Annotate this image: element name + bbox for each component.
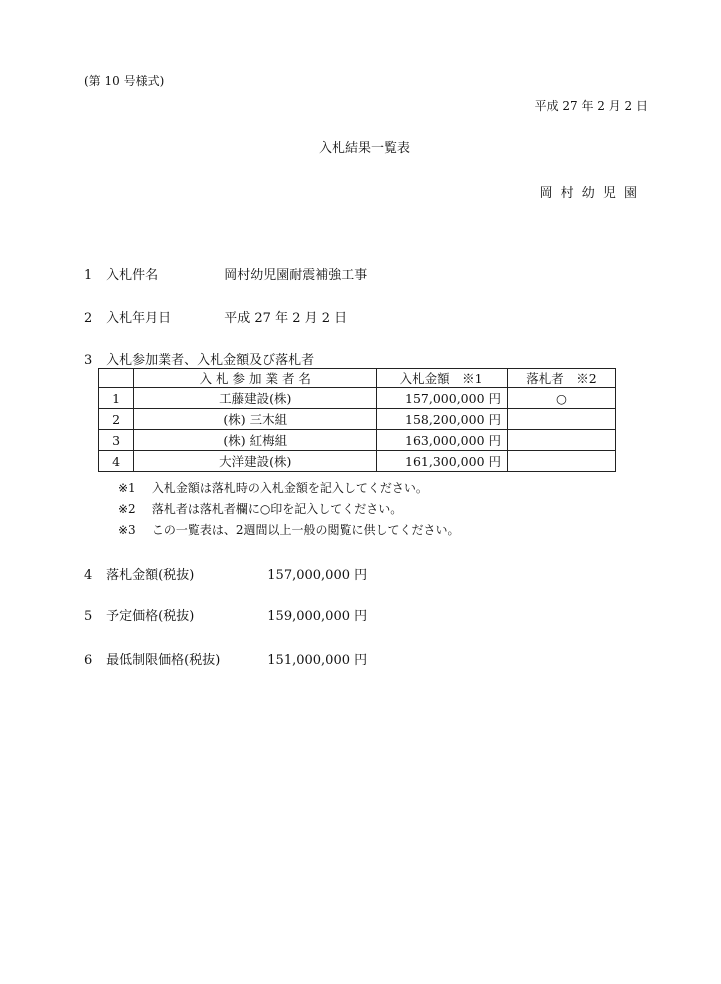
bid-amount: 163,000,000 円 (377, 430, 508, 451)
note-mark: ※2 (118, 502, 136, 516)
note-1 (118, 479, 428, 496)
note-text: 落札者は落札者欄に○印を記入してください。 (151, 502, 403, 516)
item-value: 157,000,000 円 (267, 568, 368, 583)
item-number: 6 (84, 653, 93, 668)
bidder-name: 工藤建設(株) (134, 388, 377, 409)
row-number: 2 (99, 409, 134, 430)
organization-name: 岡 村 幼 児 園 (539, 186, 639, 201)
bid-amount: 157,000,000 円 (377, 388, 508, 409)
header-bidder-name: 入 札 参 加 業 者 名 (134, 369, 377, 388)
bidder-name: 大洋建設(株) (134, 451, 377, 472)
table-row (99, 388, 616, 409)
row-number: 1 (99, 388, 134, 409)
item-label: 落札金額(税抜) (106, 568, 195, 583)
item-value: 151,000,000 円 (267, 653, 368, 668)
item-2-row (84, 307, 347, 326)
table-header-row (99, 369, 616, 388)
item-label: 予定価格(税抜) (106, 609, 195, 624)
item-number: 3 (84, 353, 93, 368)
note-mark: ※3 (118, 523, 136, 537)
item-label: 最低制限価格(税抜) (106, 653, 221, 668)
form-number-label: (第 10 号様式) (84, 74, 165, 88)
item-5-row (84, 605, 367, 624)
item-number: 2 (84, 311, 93, 326)
header-no-cell (99, 369, 134, 388)
winner-mark: ○ (508, 388, 616, 409)
table-row (99, 451, 616, 472)
item-6-row (84, 649, 367, 668)
item-value: 平成 27 年 2 月 2 日 (224, 311, 348, 326)
item-3-row (84, 349, 314, 368)
header-bid-amount: 入札金額 ※1 (377, 369, 508, 388)
bid-amount: 158,200,000 円 (377, 409, 508, 430)
winner-mark (508, 430, 616, 451)
item-label: 入札参加業者、入札金額及び落札者 (106, 353, 315, 368)
row-number: 3 (99, 430, 134, 451)
header-winner: 落札者 ※2 (508, 369, 616, 388)
note-2 (118, 500, 402, 517)
note-text: 入札金額は落札時の入札金額を記入してください。 (151, 481, 428, 495)
winner-mark (508, 451, 616, 472)
row-number: 4 (99, 451, 134, 472)
item-number: 1 (84, 268, 93, 283)
note-mark: ※1 (118, 481, 136, 495)
bid-results-table (98, 368, 616, 472)
winner-mark (508, 409, 616, 430)
document-date: 平成 27 年 2 月 2 日 (534, 99, 648, 113)
item-number: 5 (84, 609, 93, 624)
item-value: 159,000,000 円 (267, 609, 368, 624)
table-row (99, 430, 616, 451)
table-row (99, 409, 616, 430)
item-1-row (84, 264, 367, 283)
bid-amount: 161,300,000 円 (377, 451, 508, 472)
item-4-row (84, 564, 367, 583)
note-3 (118, 521, 459, 538)
item-label: 入札年月日 (106, 311, 172, 326)
page-title: 入札結果一覧表 (319, 141, 411, 156)
item-value: 岡村幼児園耐震補強工事 (224, 268, 368, 283)
note-text: この一覧表は、2週間以上一般の閲覧に供してください。 (151, 523, 460, 537)
bidder-name: (株) 紅梅組 (134, 430, 377, 451)
bidder-name: (株) 三木組 (134, 409, 377, 430)
item-number: 4 (84, 568, 93, 583)
item-label: 入札件名 (106, 268, 159, 283)
